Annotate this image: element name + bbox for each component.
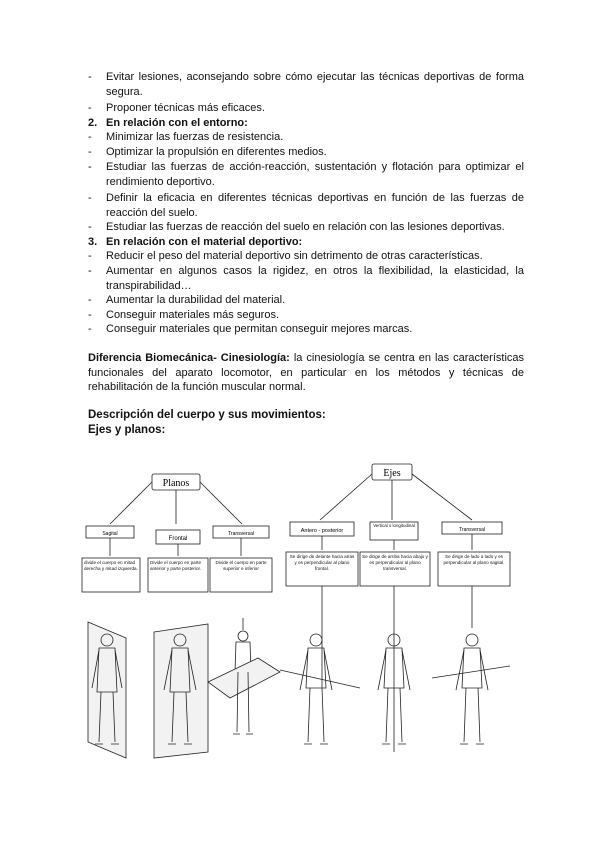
bullet-dash: -: [88, 323, 92, 335]
bullet-dash: -: [88, 146, 92, 158]
list-item-text: Proponer técnicas más eficaces.: [106, 102, 265, 114]
list-item-text: Conseguir materiales que permitan conseguir mejores marcas.: [106, 323, 413, 335]
section-subtitle: Ejes y planos:: [88, 424, 166, 436]
bullet-dash: -: [88, 309, 92, 321]
ejes-title: Ejes: [383, 468, 401, 479]
eje-name: Transversal: [459, 527, 485, 533]
eje-name: Vertical o longitudinal: [373, 523, 415, 528]
bullet-dash: -: [88, 192, 92, 204]
paragraph-bold-term: Diferencia Biomecánica- Cinesiología:: [88, 352, 290, 364]
list-item-text: Reducir el peso del material deportivo sin detrimento de otras características.: [106, 250, 483, 262]
bullet-dash: -: [88, 221, 92, 233]
eje-desc: Se dirige de delante hacia atrás y es perpendicular al plano frontal.: [289, 554, 355, 571]
bullet-dash: -: [88, 71, 92, 83]
plano-desc: divide el cuerpo en mitad derecha y mitad izquierda.: [84, 560, 138, 571]
transverse-axis-figure: [432, 586, 510, 744]
plano-name: Sagital: [102, 531, 118, 537]
section-title: Descripción del cuerpo y sus movimientos:: [88, 409, 326, 421]
bullet-dash: -: [88, 265, 92, 277]
antero-posterior-axis-figure: [280, 586, 360, 744]
heading-text: En relación con el entorno:: [106, 117, 248, 129]
sagittal-plane-figure: [88, 622, 126, 758]
list-item-text: Minimizar las fuerzas de resistencia.: [106, 131, 284, 143]
bullet-dash: -: [88, 131, 92, 143]
heading-number: 2.: [88, 117, 98, 129]
frontal-plane-figure: [154, 624, 208, 758]
bullet-dash: -: [88, 161, 92, 173]
paragraph-text: la cinesiología se centra en las características funcionales del aparato locomotor, en particular en los métodos y técnicas de rehabilitación de la función muscular normal.: [88, 352, 525, 393]
list-item-text: Estudiar las fuerzas de acción-reacción, sustentación y flotación para optimizar el rendimiento deportivo.: [106, 161, 524, 188]
eje-desc: Se dirige de arriba hacia abajo y es perpendicular al plano transversal.: [362, 554, 428, 571]
eje-desc: Se dirige de lado a lado y es perpendicular al plano sagital.: [443, 554, 505, 565]
transverse-plane-figure: [208, 618, 280, 734]
list-item-text: Aumentar en algunos casos la rigidez, en otros la flexibilidad, la elasticidad, la transpirabilidad…: [106, 265, 524, 292]
list-item-text: Definir la eficacia en diferentes técnicas deportivas en función de las fuerzas de reacción del suelo.: [106, 192, 524, 219]
plano-name: Frontal: [168, 536, 188, 542]
bullet-dash: -: [88, 102, 92, 114]
plano-desc: Divide el cuerpo en parte superior e inferior: [215, 560, 267, 571]
plano-desc: Divide el cuerpo en parte anterior y parte posterior.: [150, 560, 202, 571]
list-item-text: Aumentar la durabilidad del material.: [106, 294, 286, 306]
heading-number: 3.: [88, 236, 98, 248]
planos-title: Planos: [162, 478, 190, 489]
eje-name: Antero - posterior: [300, 528, 344, 534]
list-item-text: Optimizar la propulsión en diferentes medios.: [106, 146, 327, 158]
list-item-text: Evitar lesiones, aconsejando sobre cómo ejecutar las técnicas deportivas de forma segura.: [106, 71, 524, 98]
definition-paragraph: [88, 351, 524, 395]
list-item-text: Conseguir materiales más seguros.: [106, 309, 280, 321]
list-item-text: Estudiar las fuerzas de reacción del suelo en relación con las lesiones deportivas.: [106, 221, 505, 233]
planes-axes-diagram: [80, 452, 530, 762]
vertical-axis-figure: [378, 586, 410, 752]
heading-text: En relación con el material deportivo:: [106, 236, 303, 248]
bullet-dash: -: [88, 250, 92, 262]
plano-name: Transversal: [228, 531, 254, 537]
bullet-dash: -: [88, 294, 92, 306]
